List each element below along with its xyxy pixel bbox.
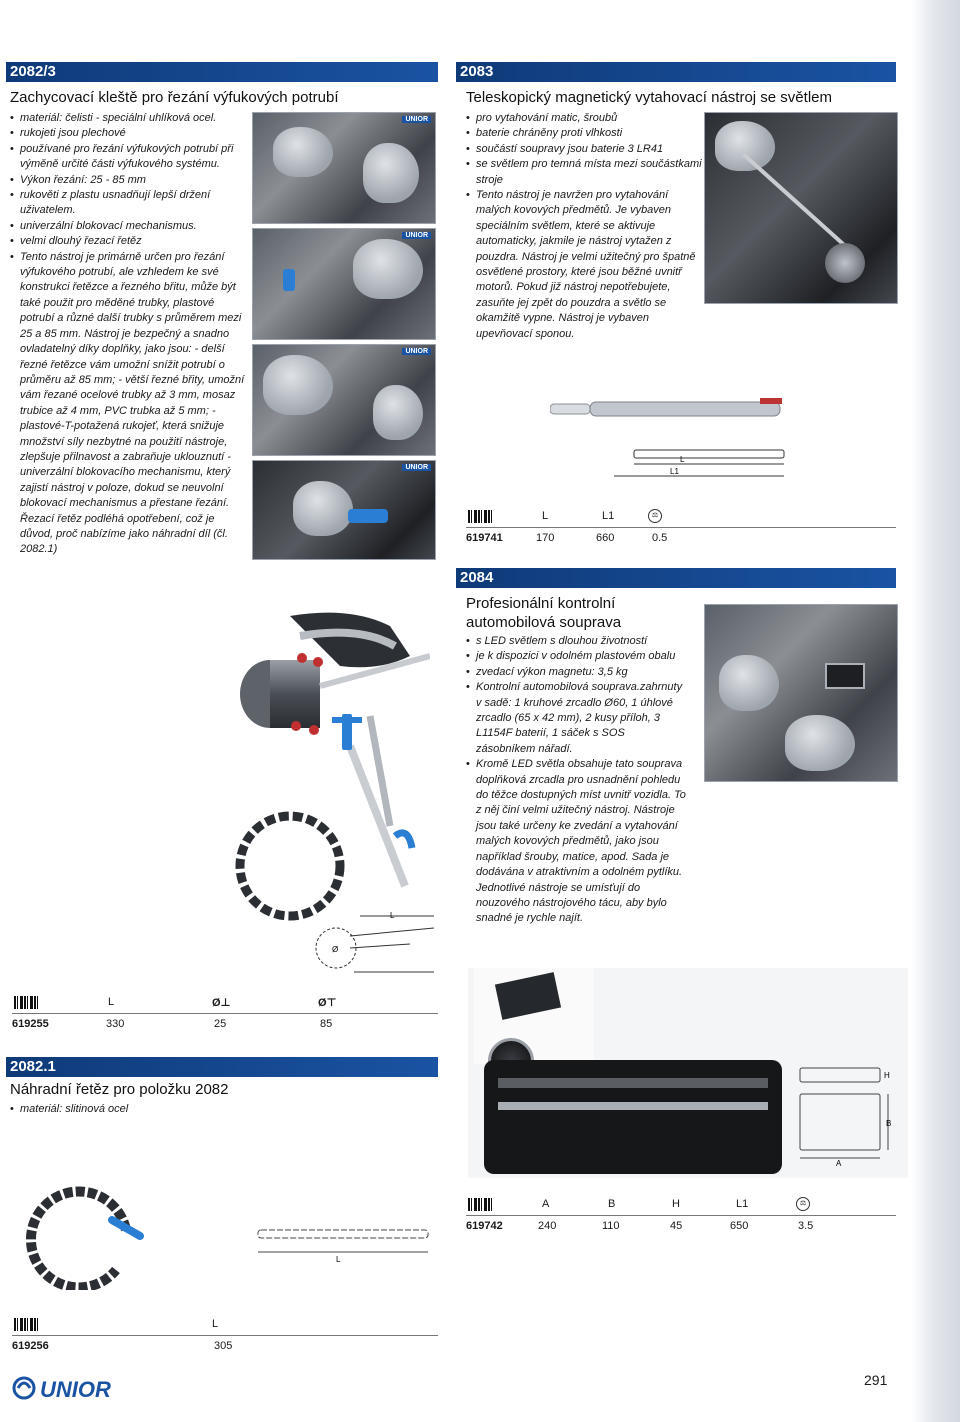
barcode-icon: [468, 510, 494, 523]
section-title: Náhradní řetěz pro položku 2082: [10, 1081, 229, 1098]
section-title: Teleskopický magnetický vytahovací nástroj se světlem: [466, 89, 832, 106]
feature-list: [10, 1102, 310, 1117]
table-row: [12, 1340, 438, 1354]
product-code: 619742: [466, 1220, 503, 1232]
list-item: • se světlem pro temná místa mezi součástkami stroje: [466, 157, 702, 188]
barcode-icon: [468, 1198, 494, 1211]
product-code: 619255: [12, 1018, 49, 1030]
drawing-label-b: B: [886, 1119, 892, 1128]
section-header-2082-1: [6, 1057, 438, 1077]
drawing-label-l1: L1: [670, 467, 679, 476]
engine-bay-photo: [704, 112, 898, 304]
brand-name: UNIOR: [40, 1377, 111, 1402]
list-item: • s LED světlem s dlouhou životností: [466, 634, 686, 649]
col-header: L: [212, 1318, 219, 1330]
cell-d1: 25: [214, 1018, 227, 1030]
col-header: H: [672, 1198, 680, 1210]
list-item: • pro vytahování matic, šroubů: [466, 111, 702, 126]
table-divider: [466, 1215, 896, 1216]
col-header: L1: [602, 510, 615, 522]
drawing-label-l: L: [680, 455, 685, 464]
list-item: • velmi dlouhý řezací řetěz: [10, 234, 250, 249]
telescopic-tool-illustration: [550, 394, 790, 484]
col-header: L: [108, 996, 115, 1008]
col-header: Ø⊥: [212, 997, 231, 1009]
col-header: B: [608, 1198, 616, 1210]
chain-drawing-2082-1: [256, 1226, 432, 1266]
feature-list: [466, 634, 686, 927]
inspection-kit-usage-photo: [704, 604, 898, 782]
section-code: 2082.1: [10, 1058, 56, 1075]
table-divider: [12, 1013, 438, 1014]
usage-photo-1: [252, 112, 436, 224]
list-item: • materiál: slitinová ocel: [10, 1102, 310, 1117]
table-header-row: [12, 996, 438, 1010]
section-header-2083: [456, 62, 896, 82]
usage-photo-4: [252, 460, 436, 560]
list-item: • univerzální blokovací mechanismus.: [10, 219, 250, 234]
cell-l1: 650: [730, 1220, 749, 1232]
photo-brand-tag: UNIOR: [402, 116, 431, 123]
unior-logo: [12, 1374, 152, 1402]
drawing-label-h: H: [884, 1071, 890, 1080]
spec-table-2083: [466, 510, 896, 550]
cell-l: 305: [214, 1340, 233, 1352]
list-item: • Tento nástroj je navržen pro vytahování malých kovových předmětů. Je vybaven speciálním světlem, které se aktivuje automaticky, jakmile je nástroj vytažen z pouzdra. Nástroj je velmi užitečný pro špatně osvětlené prostory, které jsou běžné uvnitř motorů. Pokud již nástroj nepotřebujete, zasuňte jej zpět do pouzdra a světlo se okamžitě vypne. Nástroj je vybaven upevňovací sponou.: [466, 188, 702, 342]
product-code: 619741: [466, 532, 503, 544]
technical-drawing-2082-3: [310, 910, 438, 980]
cell-b: 110: [602, 1220, 620, 1232]
list-item: • materiál: čelisti - speciální uhlíková ocel.: [10, 111, 250, 126]
list-item: • součástí soupravy jsou baterie 3 LR41: [466, 142, 702, 157]
section-code: 2084: [460, 569, 494, 586]
photo-brand-tag: UNIOR: [402, 232, 431, 239]
list-item: • baterie chráněny proti vlhkosti: [466, 126, 702, 141]
col-header: A: [542, 1198, 550, 1210]
col-header: L1: [736, 1198, 749, 1210]
drawing-label-l: L: [390, 911, 395, 920]
cell-l: 170: [536, 532, 555, 544]
table-row: [466, 1220, 896, 1234]
cell-l: 330: [106, 1018, 125, 1030]
cell-a: 240: [538, 1220, 557, 1232]
table-divider: [12, 1335, 438, 1336]
list-item: • Kontrolní automobilová souprava.zahrnuty v sadě: 1 kruhové zrcadlo Ø60, 1 úhlové zrcadlo (65 x 42 mm), 2 kusy příloh, 3 L1154F baterií, 1 sáček s SOS zásobníkem nářadí.: [466, 680, 686, 757]
section-code: 2082/3: [10, 63, 56, 80]
chain-cutter-illustration: [230, 596, 430, 926]
spec-table-2084: [466, 1198, 896, 1238]
section-title: Profesionální kontrolní automobilová souprava: [466, 595, 622, 631]
product-code: 619256: [12, 1340, 49, 1352]
section-title: Zachycovací kleště pro řezání výfukových potrubí: [10, 89, 339, 106]
col-header: Ø⊤: [318, 997, 337, 1009]
section-header-2084: [456, 568, 896, 588]
drawing-label-d: Ø: [332, 945, 339, 954]
drawing-label-l: L: [336, 1255, 341, 1264]
cell-d2: 85: [320, 1018, 333, 1030]
table-header-row: [466, 1198, 896, 1212]
table-row: [12, 1018, 438, 1032]
table-row: [466, 532, 896, 546]
list-item: • Kromě LED světla obsahuje tato souprava doplňková zrcadla pro usnadnění pohledu do těžce dostupných míst uvnitř vozidla. To z něj činí velmi užitečný nástroj. Nástroje jsou také určeny ke zvedání a vytahování malých kovových předmětů, jako jsou například šrouby, matice, apod. Sada je dodávána v atraktivním a odolném pytlíku. Jednotlivé nástroje se umísťují do nouzového nástrojového tácu, aby bylo snadné je rychle najít.: [466, 757, 686, 926]
section-code: 2083: [460, 63, 494, 80]
feature-list: [466, 111, 702, 342]
photo-brand-tag: UNIOR: [402, 348, 431, 355]
table-divider: [466, 527, 896, 528]
drawing-label-a: A: [836, 1159, 842, 1168]
list-item: • používané pro řezání výfukových potrubí při výměně určité části výfukového systému.: [10, 142, 250, 173]
table-header-row: [466, 510, 896, 524]
cell-l1: 660: [596, 532, 615, 544]
list-item: • rukojeti jsou plechové: [10, 126, 250, 141]
feature-list: [10, 111, 250, 558]
replacement-chain-illustration: [16, 1180, 146, 1290]
section-header-2082-3: [6, 62, 438, 82]
list-item: • Tento nástroj je primárně určen pro řezání výfukového potrubí, ale vzhledem ke své konstrukci řetězce a řezného břitu, může být také použit pro měděné trubky, plastové potrubí a různé další trubky s průměrem mezi 25 a 85 mm. Nástroj je bezpečný a snadno ovladatelný díky doplňky, jako jsou: - delší řezné řetězce vám umožní snížit potrubí o průměru až 85 mm; - větší řezné břity, umožní vám řezané ocelové trubky až 3 mm, mosaz trubice až 4 mm, PVC trubka až 5 mm; - plastové-T-potažená rukojeť, která snižuje množství síly nezbytné na použití nástroje, zlepšuje přilnavost a zabraňuje uklouznutí - univerzální blokovacího mechanismu, který zajistí nástroj v poloze, dokud se neuvolní blokovací mechanismus a přestane řezání. Řezací řetěz podléhá opotřebení, což je důvod, proč nabízíme jako náhradní díl (čl. 2082.1): [10, 250, 250, 558]
list-item: • rukověti z plastu usnadňují lepší držení uživatelem.: [10, 188, 250, 219]
page-edge-strip: [912, 0, 960, 1422]
case-dimension-drawing: [796, 1064, 896, 1174]
spec-table-2082-1: [12, 1318, 438, 1358]
cell-h: 45: [670, 1220, 683, 1232]
inspection-kit-case-photo: [468, 968, 908, 1178]
col-header: L: [542, 510, 549, 522]
cell-weight: 0.5: [652, 532, 668, 544]
usage-photo-3: [252, 344, 436, 456]
photo-brand-tag: UNIOR: [402, 464, 431, 471]
spec-table-2082-3: [12, 996, 438, 1036]
usage-photo-2: [252, 228, 436, 340]
list-item: • zvedací výkon magnetu: 3,5 kg: [466, 665, 686, 680]
list-item: • Výkon řezání: 25 - 85 mm: [10, 173, 250, 188]
weight-icon: ⚖: [648, 509, 662, 523]
table-header-row: [12, 1318, 438, 1332]
barcode-icon: [14, 1318, 40, 1331]
weight-icon: ⚖: [796, 1197, 810, 1211]
list-item: • je k dispozici v odolném plastovém obalu: [466, 649, 686, 664]
barcode-icon: [14, 996, 40, 1009]
cell-weight: 3.5: [798, 1220, 814, 1232]
page-number: 291: [864, 1372, 888, 1388]
